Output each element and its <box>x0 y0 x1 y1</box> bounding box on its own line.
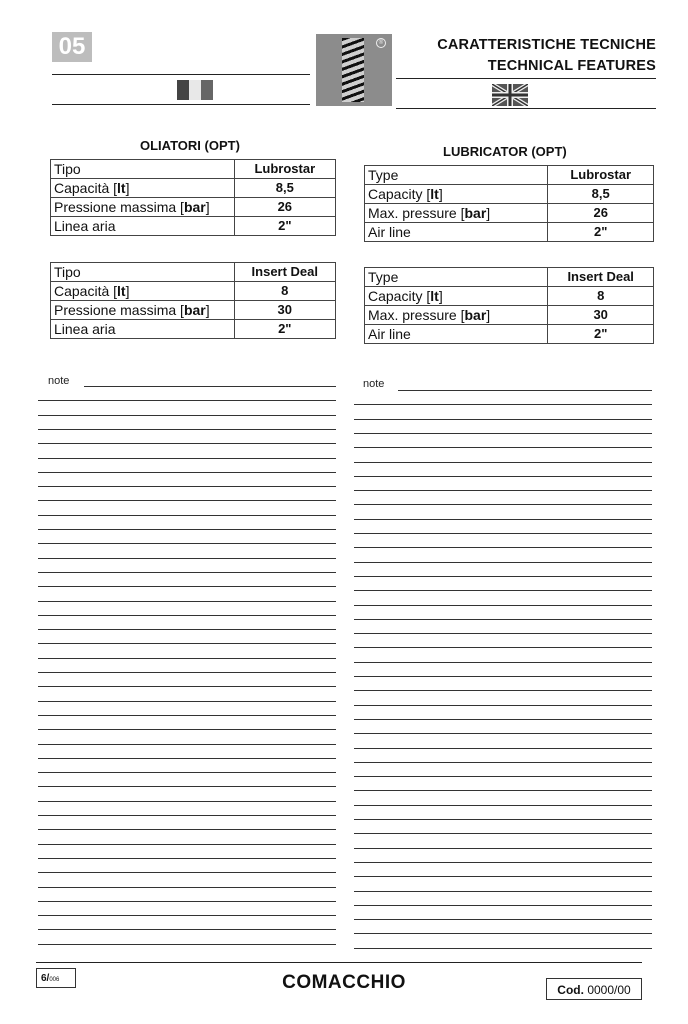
note-line <box>38 872 336 873</box>
notes-area-english <box>354 390 652 960</box>
note-line <box>354 490 652 491</box>
table-row <box>51 263 336 282</box>
spec-table-it-2 <box>50 262 336 339</box>
note-line <box>38 829 336 830</box>
row-label: Linea aria <box>51 320 235 339</box>
row-label: Type <box>365 268 548 287</box>
header-rule-left-bottom <box>52 104 310 105</box>
note-line <box>354 662 652 663</box>
row-value: 26 <box>234 198 335 217</box>
page-title-english: TECHNICAL FEATURES <box>487 58 656 74</box>
note-line <box>354 647 652 648</box>
row-value: 8,5 <box>234 179 335 198</box>
page-number-box: 6/006 <box>36 968 76 988</box>
note-line <box>38 529 336 530</box>
note-line <box>38 887 336 888</box>
note-line <box>38 901 336 902</box>
note-line <box>38 629 336 630</box>
note-line <box>38 915 336 916</box>
note-line <box>354 404 652 405</box>
note-line <box>38 844 336 845</box>
note-line <box>354 533 652 534</box>
note-line <box>354 776 652 777</box>
table-row <box>365 306 654 325</box>
note-line <box>38 443 336 444</box>
note-line <box>38 586 336 587</box>
row-label: Tipo <box>51 160 235 179</box>
note-line <box>354 762 652 763</box>
header-rule-left-top <box>52 74 310 75</box>
note-line <box>354 590 652 591</box>
registered-mark-icon: ® <box>376 38 386 48</box>
note-line <box>354 919 652 920</box>
row-value: 26 <box>548 204 654 223</box>
note-line <box>38 944 336 945</box>
row-value: 2" <box>548 325 654 344</box>
table-row <box>365 268 654 287</box>
spec-table-en-1 <box>364 165 654 242</box>
note-label-italian: note <box>48 375 70 387</box>
note-line <box>354 748 652 749</box>
note-line <box>354 705 652 706</box>
spec-table-it-1 <box>50 159 336 236</box>
note-line <box>38 415 336 416</box>
note-line <box>38 658 336 659</box>
row-label: Air line <box>365 325 548 344</box>
row-label: Capacità [lt] <box>51 179 235 198</box>
note-line <box>38 701 336 702</box>
row-value: Lubrostar <box>234 160 335 179</box>
row-value: 30 <box>234 301 335 320</box>
note-line <box>38 615 336 616</box>
header-rule-right-top <box>396 78 656 79</box>
note-line <box>354 833 652 834</box>
section-title-italian: OLIATORI (OPT) <box>140 138 240 153</box>
note-line <box>354 433 652 434</box>
table-row <box>51 217 336 236</box>
table-row <box>365 325 654 344</box>
header-rule-right-bottom <box>396 108 656 109</box>
table-row <box>51 282 336 301</box>
row-value: 2" <box>234 217 335 236</box>
table-row <box>365 166 654 185</box>
row-label: Type <box>365 166 548 185</box>
spec-table-en-2 <box>364 267 654 344</box>
uk-flag-icon <box>492 84 528 106</box>
note-line <box>354 447 652 448</box>
note-line <box>38 543 336 544</box>
note-line <box>38 515 336 516</box>
note-line <box>354 690 652 691</box>
note-line <box>354 504 652 505</box>
section-number-badge: 05 <box>52 32 92 62</box>
row-label: Linea aria <box>51 217 235 236</box>
note-line <box>354 462 652 463</box>
note-line <box>354 733 652 734</box>
note-line <box>38 486 336 487</box>
row-label: Capacity [lt] <box>365 185 548 204</box>
row-label: Air line <box>365 223 548 242</box>
footer-rule <box>36 962 642 963</box>
note-line <box>38 458 336 459</box>
row-value: Lubrostar <box>548 166 654 185</box>
table-row <box>51 198 336 217</box>
table-row <box>51 160 336 179</box>
row-label: Pressione massima [bar] <box>51 301 235 320</box>
row-label: Pressione massima [bar] <box>51 198 235 217</box>
note-line <box>38 929 336 930</box>
note-line <box>354 905 652 906</box>
spring-graphic <box>342 38 364 102</box>
note-line <box>38 500 336 501</box>
row-label: Capacity [lt] <box>365 287 548 306</box>
note-line <box>38 672 336 673</box>
note-line <box>354 605 652 606</box>
table-row <box>51 301 336 320</box>
page-title-italian: CARATTERISTICHE TECNICHE <box>437 37 656 53</box>
section-title-english: LUBRICATOR (OPT) <box>443 144 567 159</box>
note-line <box>354 790 652 791</box>
note-line <box>354 419 652 420</box>
note-line <box>354 862 652 863</box>
note-label-english: note <box>363 378 385 390</box>
row-value: 8,5 <box>548 185 654 204</box>
note-line <box>354 805 652 806</box>
note-line <box>38 801 336 802</box>
note-line <box>354 848 652 849</box>
row-value: 2" <box>234 320 335 339</box>
row-value: 8 <box>548 287 654 306</box>
note-line <box>38 572 336 573</box>
note-line <box>38 815 336 816</box>
note-line <box>354 676 652 677</box>
row-value: 8 <box>234 282 335 301</box>
italy-flag-icon <box>177 80 213 100</box>
note-line <box>354 719 652 720</box>
note-line <box>38 729 336 730</box>
row-label: Max. pressure [bar] <box>365 306 548 325</box>
table-row <box>51 179 336 198</box>
row-value: 30 <box>548 306 654 325</box>
note-line <box>38 472 336 473</box>
brand-logo: COMACCHIO <box>282 972 406 993</box>
row-label: Max. pressure [bar] <box>365 204 548 223</box>
note-line <box>354 576 652 577</box>
note-line <box>38 715 336 716</box>
row-value: 2" <box>548 223 654 242</box>
note-line <box>354 876 652 877</box>
note-line <box>38 772 336 773</box>
table-row <box>51 320 336 339</box>
row-label: Capacità [lt] <box>51 282 235 301</box>
row-label: Tipo <box>51 263 235 282</box>
note-line <box>354 933 652 934</box>
notes-area-italian <box>38 386 336 956</box>
note-line <box>38 601 336 602</box>
note-line <box>354 948 652 949</box>
row-value: Insert Deal <box>234 263 335 282</box>
note-line <box>354 819 652 820</box>
note-line <box>354 562 652 563</box>
note-line <box>398 390 652 391</box>
table-row <box>365 287 654 306</box>
note-line <box>38 786 336 787</box>
row-value: Insert Deal <box>548 268 654 287</box>
note-line <box>354 633 652 634</box>
note-line <box>38 744 336 745</box>
note-line <box>38 758 336 759</box>
note-line <box>38 400 336 401</box>
note-line <box>354 891 652 892</box>
note-line <box>38 686 336 687</box>
table-row <box>365 223 654 242</box>
note-line <box>38 643 336 644</box>
table-row <box>365 204 654 223</box>
note-line <box>84 386 336 387</box>
table-row <box>365 185 654 204</box>
note-line <box>38 429 336 430</box>
note-line <box>38 558 336 559</box>
note-line <box>354 619 652 620</box>
note-line <box>354 519 652 520</box>
spring-logo-icon <box>316 34 392 106</box>
note-line <box>354 547 652 548</box>
note-line <box>38 858 336 859</box>
document-code-box: Cod. 0000/00 <box>546 978 642 1000</box>
note-line <box>354 476 652 477</box>
